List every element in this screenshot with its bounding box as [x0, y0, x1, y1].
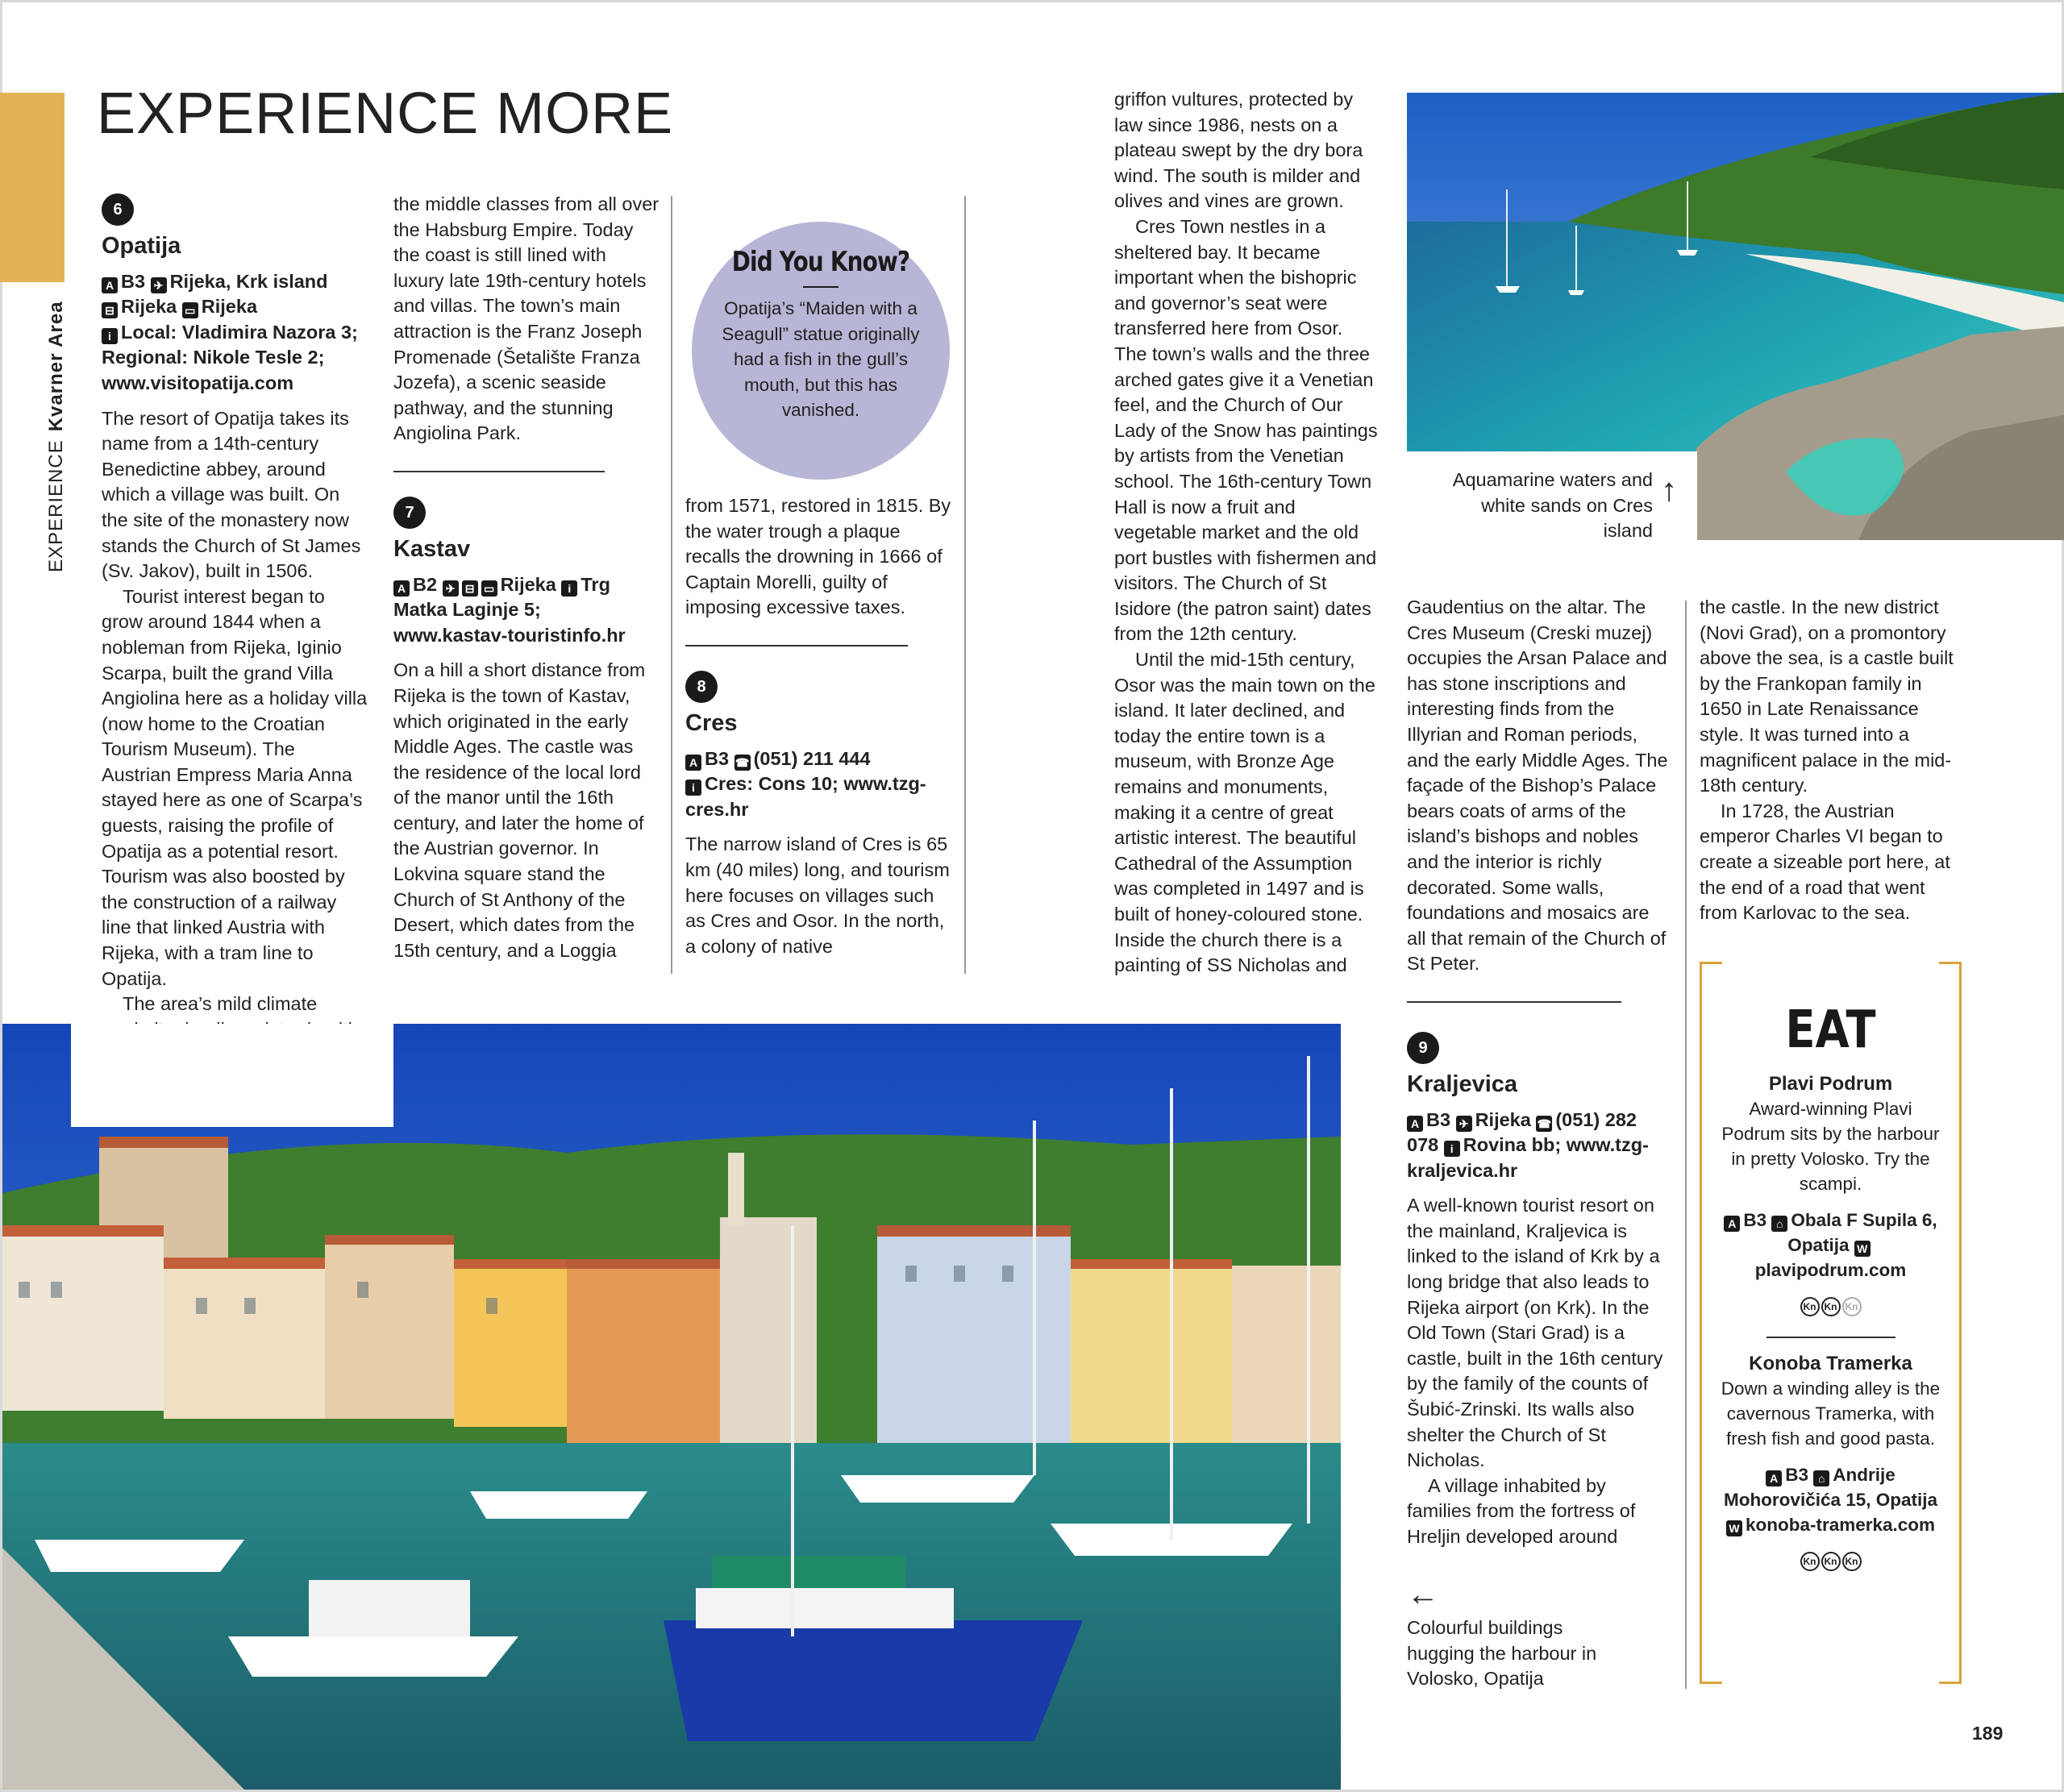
phone-icon: ☎: [734, 755, 750, 769]
page-number: 189: [1972, 1723, 2004, 1744]
phone-text: (051) 282 078: [1407, 1108, 1637, 1156]
did-you-know-title: Did You Know?: [731, 246, 910, 278]
bus-text: Rijeka: [201, 296, 258, 318]
column-rule: [671, 196, 672, 974]
section-separator: [1407, 1001, 1621, 1003]
body-paragraph: Cres Town nestles in a sheltered bay. It became important when the bishopric and governor’s seat were transferred here from Osor. The town’s walls and the three arched gates give it a Venetian feel, and the Church of Our Lady of the Snow has paintings by artists from the Venetian school. The 16th-century Town Hall is now a fruit and vegetable market and the old port bustles with fishermen and visitors. The Church of St Isidore (the patron saint) dates from the 12th century.: [1114, 215, 1378, 645]
column-3: [685, 493, 951, 959]
bus-icon: ▭: [481, 580, 497, 597]
section-tab: [0, 93, 64, 282]
web-icon: W: [1854, 1241, 1870, 1257]
arrow-left-icon: ←: [1407, 1577, 1439, 1612]
price-symbol-dim: Kn: [1842, 1297, 1862, 1316]
column-rule: [964, 196, 966, 974]
entry-number: 6: [102, 193, 134, 226]
entry-title-opatija: Opatija: [102, 233, 181, 259]
train-text: Rijeka: [121, 296, 177, 318]
transport-text: Rijeka: [500, 573, 556, 595]
map-grid-icon: A: [685, 755, 701, 771]
price-rating: [1719, 1294, 1942, 1319]
eat-bracket-right: [1939, 962, 1962, 1684]
restaurant-website: konoba-tramerka.com: [1745, 1515, 1936, 1535]
eat-separator: [1766, 1337, 1895, 1338]
info-icon: i: [102, 328, 118, 344]
price-symbol: Kn: [1800, 1297, 1820, 1316]
entry-title-kraljevica: Kraljevica: [1407, 1071, 1518, 1097]
info-icon: i: [685, 780, 701, 796]
eat-content: [1719, 962, 1942, 1574]
section-separator: [393, 471, 605, 472]
page-title: EXPERIENCE MORE: [97, 81, 674, 146]
map-grid-ref: B3: [1426, 1108, 1451, 1130]
body-paragraph: Until the mid-15th century, Osor was the main town on the island. It later declined, and today the entire town is a museum, with Bronze Age remains and monuments, making it a centre of great artistic interest. The beautiful Cathedral of the Assumption was completed in 1497 and is built of honey-coloured stone. Inside the church there is a painting of SS Nicholas and: [1114, 649, 1375, 976]
tourist-info-text: Cres: Cons 10; www.tzg-cres.hr: [685, 773, 926, 820]
airport-icon: ✈: [443, 580, 459, 597]
body-paragraph: On a hill a short distance from Rijeka is the town of Kastav, which originated in the early Middle Ages. The castle was the residence of the local lord of the manor until the 16th century, and later the home of the Austrian governor. In Lokvina square stand the Church of St Anthony of the Desert, which dates from the 15th century, and a Loggia: [393, 659, 646, 961]
tourist-info-text: Trg Matka Laginje 5; www.kastav-touristinfo.hr: [393, 573, 626, 646]
phone-text: (051) 211 444: [753, 747, 871, 769]
entry-number: 8: [685, 671, 718, 703]
airport-icon: ✈: [151, 277, 167, 293]
body-paragraph: The narrow island of Cres is 65 km (40 miles) long, and tourism here focuses on villages such as Cres and Osor. In the north, a colony of native: [685, 834, 950, 957]
train-icon: ⊟: [462, 580, 478, 597]
tourist-info-text: Local: Vladimira Nazora 3; Regional: Nikole Tesle 2; www.visitopatija.com: [102, 321, 358, 393]
body-paragraph: The resort of Opatija takes its name from a 14th-century Benedictine abbey, around which a village was built. On the site of the monastery now stands the Church of St James (Sv. Jakov), built in 1506.: [102, 407, 361, 582]
running-head: [45, 301, 68, 572]
price-symbol: Kn: [1800, 1552, 1820, 1571]
did-you-know-rule: [803, 286, 838, 288]
column-rule: [1685, 601, 1687, 1689]
photo-volosko-harbour: [2, 1024, 1341, 1790]
airport-text: Rijeka, Krk island: [169, 270, 328, 292]
airport-text: Rijeka: [1475, 1108, 1531, 1130]
price-rating: [1719, 1549, 1942, 1574]
entry-info-kastav: [393, 572, 660, 649]
web-icon: W: [1726, 1520, 1742, 1536]
map-grid-ref: B2: [413, 573, 438, 595]
did-you-know-callout: [692, 222, 950, 480]
restaurant-description: Down a winding alley is the cavernous Tramerka, with fresh fish and good pasta.: [1721, 1378, 1941, 1449]
caption-volosko: Colourful buildings hugging the harbour in Volosko, Opatija: [1407, 1617, 1597, 1690]
body-paragraph: from 1571, restored in 1815. By the water trough a plaque recalls the drowning in 1666 of Captain Morelli, guilty of imposing excessive taxes.: [685, 495, 951, 618]
body-paragraph: In 1728, the Austrian emperor Charles VI began to create a sizeable port here, at the end of a road that went from Karlovac to the sea.: [1700, 800, 1950, 924]
column-4: [1114, 87, 1379, 979]
restaurant-address: Obala F Supila 6, Opatija: [1787, 1210, 1937, 1255]
restaurant-website: plavipodrum.com: [1754, 1260, 1907, 1280]
map-grid-ref: B3: [1743, 1210, 1767, 1230]
info-icon: i: [561, 580, 577, 597]
section-separator: [685, 645, 908, 647]
phone-icon: ☎: [1537, 1116, 1552, 1130]
entry-number: 7: [393, 497, 426, 529]
info-icon: i: [1444, 1141, 1460, 1157]
running-head-section: EXPERIENCE: [45, 439, 67, 572]
restaurant-name: Konoba Tramerka: [1749, 1353, 1912, 1374]
restaurant-info: [1719, 1462, 1942, 1537]
column-2: [393, 192, 660, 963]
body-paragraph: griffon vultures, protected by law since 1986, nests on a plateau swept by the dry bora wind. The south is milder and olives and vines are grown.: [1114, 89, 1363, 212]
price-symbol: Kn: [1821, 1552, 1841, 1571]
address-icon: ⌂: [1771, 1216, 1787, 1232]
body-paragraph: Tourist interest began to grow around 1844 when a nobleman from Rijeka, Iginio Scarpa, built the grand Villa Angiolina here as a holiday villa (now home to the Croatian Tourism Museum). The Austrian Empress Maria Anna stayed here as one of Scarpa’s guests, raising the profile of Opatija as a potential resort. Tourism was also boosted by the construction of a railway line that linked Austria with Rijeka, with a tram line to Opatija.: [102, 585, 368, 989]
column-1: [102, 193, 368, 1094]
body-paragraph: the castle. In the new district (Novi Grad), on a promontory above the sea, is a castle built by the Frankopan family in 1650 in Late Renaissance style. It was turned into a magnificent palace in the mid-18th century.: [1700, 597, 1954, 796]
column-6: [1700, 595, 1966, 926]
entry-title-kastav: Kastav: [393, 535, 471, 562]
running-head-area: Kvarner Area: [45, 301, 67, 432]
airport-icon: ✈: [1456, 1116, 1472, 1132]
body-paragraph: A village inhabited by families from the fortress of Hreljin developed around: [1407, 1474, 1636, 1547]
map-grid-ref: B3: [1785, 1465, 1808, 1485]
price-symbol: Kn: [1821, 1297, 1841, 1316]
eat-panel: [1700, 962, 1962, 1684]
body-paragraph: A well-known tourist resort on the mainland, Kraljevica is linked to the island of Krk by a long bridge that also leads to Rijeka airport (on Krk). In the Old Town (Stari Grad) is a castle, built in the 16th century by the family of the counts of Šubić-Zrinski. Its walls also shelter the Church of St Nicholas.: [1407, 1195, 1663, 1471]
body-paragraph: The area’s mild climate: [123, 993, 318, 1015]
entry-info-opatija: [102, 269, 368, 397]
map-grid-icon: A: [393, 580, 410, 597]
map-grid-icon: A: [1766, 1470, 1782, 1486]
caption-cres: Aquamarine waters and white sands on Cres island: [1452, 469, 1653, 542]
train-icon: ⊟: [102, 302, 118, 318]
restaurant-address: Andrije Mohorovičića 15, Opatija: [1723, 1465, 1938, 1510]
arrow-up-icon: ↑: [1661, 472, 1677, 508]
address-icon: ⌂: [1813, 1470, 1829, 1486]
map-grid-ref: B3: [121, 270, 146, 292]
map-grid-ref: B3: [705, 747, 730, 769]
column-5: [1407, 595, 1673, 1550]
text-backdrop: [71, 1024, 393, 1127]
map-grid-icon: A: [1724, 1216, 1740, 1232]
body-paragraph: the middle classes from all over the Habsburg Empire. Today the coast is still lined with luxury late 19th-century hotels and villas. The town’s main attraction is the Franz Joseph Promenade (Šetalište Franza Jozefa), a scenic seaside pathway, and the stunning Angiolina Park.: [393, 193, 660, 444]
restaurant-description: Award-winning Plavi Podrum sits by the harbour in pretty Volosko. Try the scampi.: [1721, 1099, 1940, 1194]
entry-number: 9: [1407, 1032, 1439, 1064]
restaurant-info: [1719, 1208, 1942, 1283]
restaurant-name: Plavi Podrum: [1768, 1073, 1893, 1095]
did-you-know-text: Opatija’s “Maiden with a Seagull” statue originally had a fish in the gull’s mouth, but this has vanished.: [722, 298, 920, 421]
bus-icon: ▭: [182, 302, 198, 318]
eat-title: EAT: [1785, 1000, 1876, 1060]
entry-info-cres: [685, 746, 951, 823]
map-grid-icon: A: [1407, 1116, 1423, 1132]
tourist-info-text: Rovina bb; www.tzg-kraljevica.hr: [1407, 1134, 1649, 1181]
map-grid-icon: A: [102, 277, 118, 293]
body-paragraph: Gaudentius on the altar. The Cres Museum (Creski muzej) occupies the Arsan Palace and has stone inscriptions and interesting finds from the Illyrian and Roman periods, and the early Middle Ages. The façade of the Bishop’s Palace bears coats of arms of the island’s bishops and nobles and the interior is richly decorated. Some walls, foundations and mosaics are all that remain of the Church of St Peter.: [1407, 597, 1668, 975]
entry-title-cres: Cres: [685, 709, 738, 736]
price-symbol: Kn: [1842, 1552, 1862, 1571]
entry-info-kraljevica: [1407, 1108, 1673, 1184]
